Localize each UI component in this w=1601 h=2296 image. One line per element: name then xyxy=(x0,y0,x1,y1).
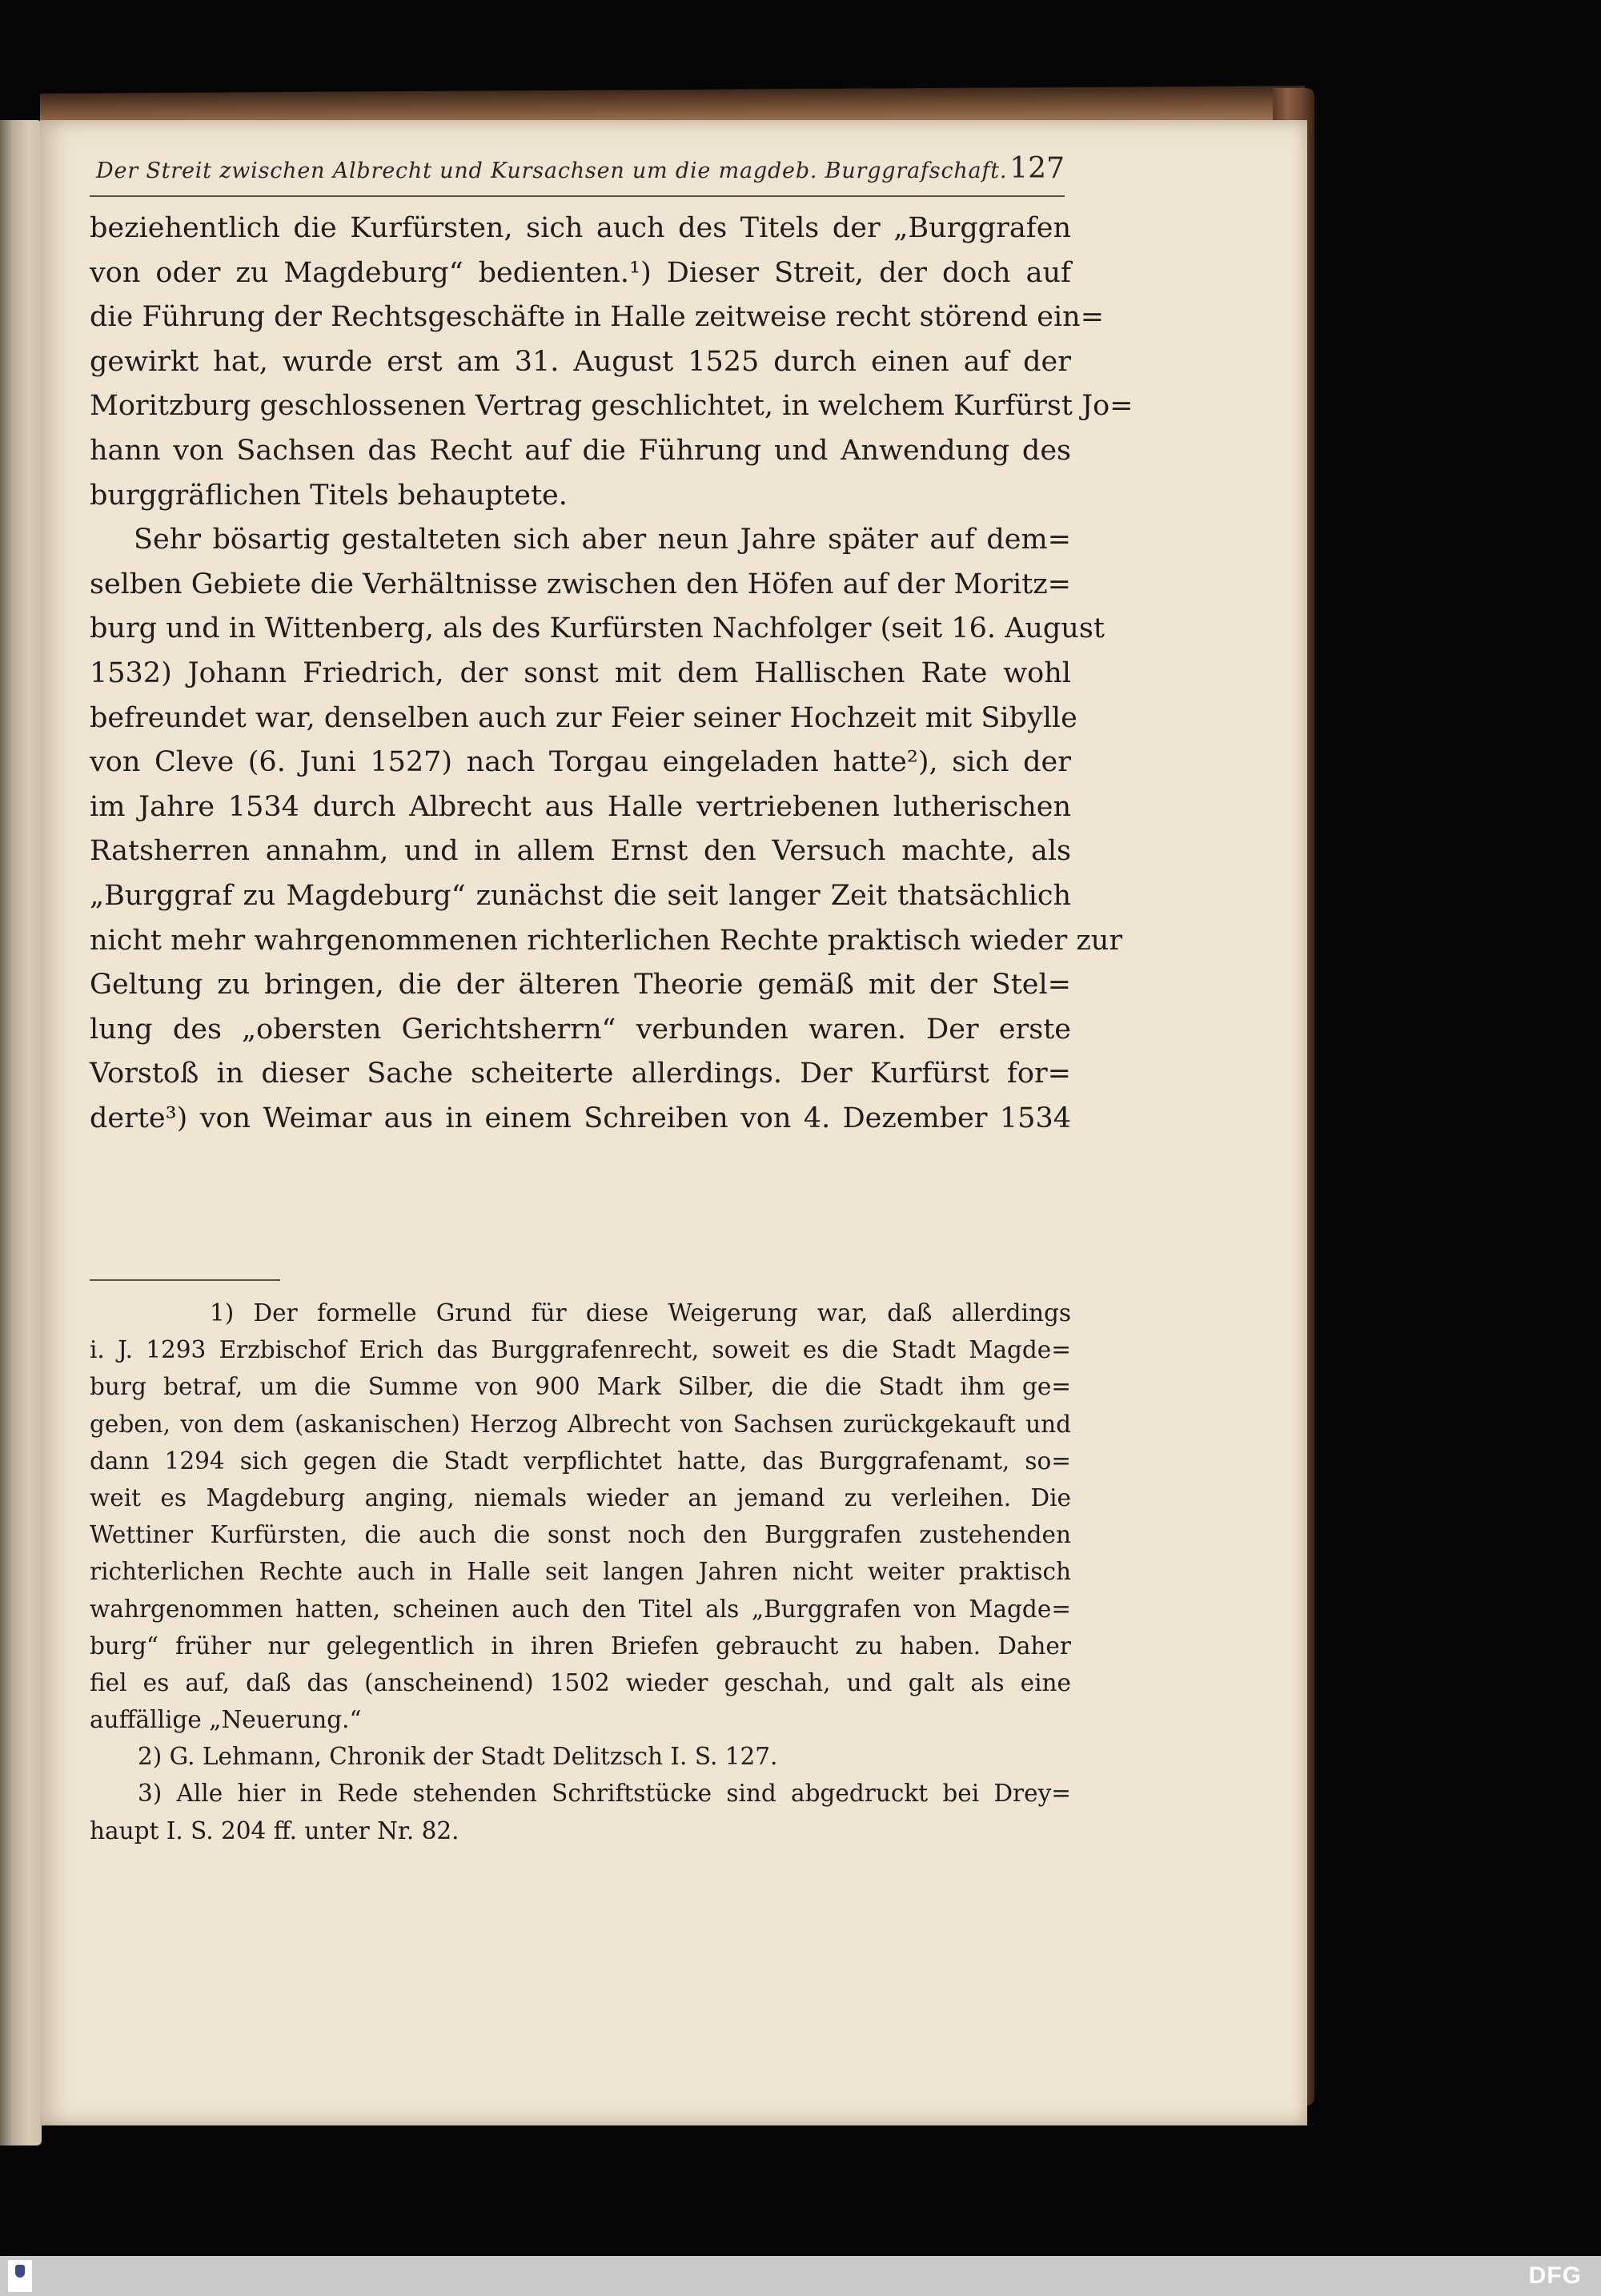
text-line: „Burggraf zu Magdeburg“ zunächst die seit langer Zeit thatsächlich xyxy=(90,879,1071,912)
header-rule xyxy=(90,195,1065,197)
main-text xyxy=(90,207,1134,1141)
text-line: burggräflichen Titels behauptete. xyxy=(90,479,568,512)
text-line: Geltung zu bringen, die der älteren Theorie gemäß mit der Stel= xyxy=(90,969,1071,1001)
footnotes xyxy=(90,1295,1071,1849)
footnote-line: 2) G. Lehmann, Chronik der Stadt Delitzsch I. S. 127. xyxy=(138,1743,778,1771)
footnote-line: richterlichen Rechte auch in Halle seit langen Jahren nicht weiter praktisch xyxy=(90,1558,1071,1586)
footnote-line: auffällige „Neuerung.“ xyxy=(90,1706,362,1734)
footnote-line: haupt I. S. 204 ff. unter Nr. 82. xyxy=(90,1816,459,1844)
text-line: gewirkt hat, wurde erst am 31. August 1525 durch einen auf der xyxy=(90,345,1071,378)
text-line: nicht mehr wahrgenommenen richterlichen Rechte praktisch wieder zur xyxy=(90,924,1123,957)
footnote-line: 1) Der formelle Grund für diese Weigerung war, daß allerdings xyxy=(210,1299,1071,1327)
text-line: Vorstoß in dieser Sache scheiterte allerdings. Der Kurfürst for= xyxy=(90,1058,1071,1090)
footnote-line: burg“ früher nur gelegentlich in ihren Briefen gebraucht zu haben. Daher xyxy=(90,1632,1071,1660)
text-line: von Cleve (6. Juni 1527) nach Torgau eingeladen hatte²), sich der xyxy=(90,746,1071,779)
text-line: lung des „obersten Gerichtsherrn“ verbunden waren. Der erste xyxy=(90,1013,1071,1046)
footnote-line: wahrgenommen hatten, scheinen auch den Titel als „Burggrafen von Magde= xyxy=(90,1595,1071,1623)
text-line: hann von Sachsen das Recht auf die Führung und Anwendung des xyxy=(90,434,1071,467)
footnote-line: burg betraf, um die Summe von 900 Mark Silber, die die Stadt ihm ge= xyxy=(90,1373,1071,1401)
text-line: im Jahre 1534 durch Albrecht aus Halle vertriebenen lutherischen xyxy=(90,790,1071,823)
footnote-line: geben, von dem (askanischen) Herzog Albrecht von Sachsen zurückgekauft und xyxy=(90,1410,1071,1438)
text-line: die Führung der Rechtsgeschäfte in Halle zeitweise recht störend ein= xyxy=(90,301,1105,334)
text-line: Sehr bösartig gestalteten sich aber neun Jahre später auf dem= xyxy=(134,524,1071,556)
left-page-edge xyxy=(0,120,42,2145)
page-number: 127 xyxy=(1009,152,1065,185)
library-logo-icon xyxy=(8,2260,32,2292)
viewer-footer-bar xyxy=(0,2256,1601,2296)
footnote-line: Wettiner Kurfürsten, die auch die sonst noch den Burggrafen zustehenden xyxy=(90,1521,1071,1549)
dfg-logo: DFG xyxy=(1528,2262,1582,2289)
text-line: beziehentlich die Kurfürsten, sich auch des Titels der „Burggrafen xyxy=(90,212,1071,244)
text-line: befreundet war, denselben auch zur Feier seiner Hochzeit mit Sibylle xyxy=(90,701,1077,734)
text-line: selben Gebiete die Verhältnisse zwischen den Höfen auf der Moritz= xyxy=(90,568,1071,600)
running-title: Der Streit zwischen Albrecht und Kursachsen um die magdeb. Burggrafschaft. xyxy=(96,159,1008,183)
text-line: derte³) von Weimar aus in einem Schreiben von 4. Dezember 1534 xyxy=(90,1102,1071,1134)
text-line: von oder zu Magdeburg“ bedienten.¹) Dieser Streit, der doch auf xyxy=(90,256,1071,289)
running-head xyxy=(96,152,1065,185)
text-line: burg und in Wittenberg, als des Kurfürsten Nachfolger (seit 16. August xyxy=(90,612,1105,645)
footnote-line: 3) Alle hier in Rede stehenden Schriftstücke sind abgedruckt bei Drey= xyxy=(138,1780,1071,1808)
footnote-line: i. J. 1293 Erzbischof Erich das Burggrafenrecht, soweit es die Stadt Magde= xyxy=(90,1336,1071,1364)
footnote-line: weit es Magdeburg anging, niemals wieder an jemand zu verleihen. Die xyxy=(90,1483,1071,1511)
footnote-line: dann 1294 sich gegen die Stadt verpflichtet hatte, das Burggrafenamt, so= xyxy=(90,1447,1071,1475)
text-line: Ratsherren annahm, und in allem Ernst den Versuch machte, als xyxy=(90,835,1071,868)
footnote-line: fiel es auf, daß das (anscheinend) 1502 wieder geschah, und galt als eine xyxy=(90,1668,1071,1696)
text-line: 1532) Johann Friedrich, der sonst mit dem Hallischen Rate wohl xyxy=(90,656,1071,689)
text-line: Moritzburg geschlossenen Vertrag geschlichtet, in welchem Kurfürst Jo= xyxy=(90,390,1134,423)
footnote-rule xyxy=(90,1279,280,1281)
